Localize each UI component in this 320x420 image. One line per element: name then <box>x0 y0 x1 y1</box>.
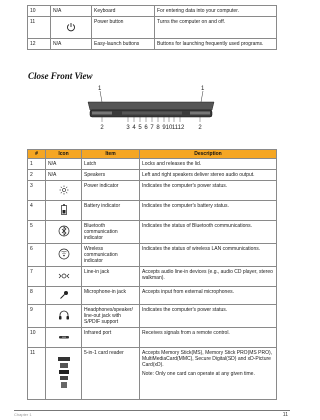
callout-label: 12 <box>177 125 185 131</box>
callout-label: 1 <box>201 86 205 92</box>
power-icon <box>51 17 92 39</box>
bluetooth-icon <box>46 221 82 244</box>
table-row <box>28 348 277 400</box>
row-description: Accepts audio line-in devices (e.g., audio CD player, stereo walkman). <box>140 267 277 287</box>
row-description: Locks and releases the lid. <box>140 159 277 170</box>
callout-label: 3 <box>126 125 130 131</box>
row-number: 8 <box>28 287 46 305</box>
row-item: Speakers <box>82 170 140 181</box>
row-number: 12 <box>28 39 51 50</box>
row-description: Indicates the status of Bluetooth communications. <box>140 221 277 244</box>
callout-label: 8 <box>156 125 160 131</box>
infrared-icon <box>46 328 82 348</box>
table-row <box>28 6 277 17</box>
top-spec-table <box>27 5 277 50</box>
row-number: 4 <box>28 201 46 221</box>
sun-power-icon <box>46 181 82 201</box>
table-row <box>28 244 277 267</box>
row-item: Microphone-in jack <box>82 287 140 305</box>
row-item: Power indicator <box>82 181 140 201</box>
callout-label: 9 <box>162 125 166 131</box>
callout-label: 7 <box>150 125 154 131</box>
row-number: 11 <box>28 17 51 39</box>
row-description: For entering data into your computer. <box>155 6 277 17</box>
row-note: Note: Only one card can operate at any given time. <box>142 371 255 377</box>
table-row <box>28 221 277 244</box>
row-number: 2 <box>28 170 46 181</box>
wireless-icon <box>46 244 82 267</box>
table-row <box>28 328 277 348</box>
callout-label: 6 <box>144 125 148 131</box>
card-reader-icon <box>46 348 82 400</box>
row-number: 7 <box>28 267 46 287</box>
row-item: Line-in jack <box>82 267 140 287</box>
row-description: Indicates the computer's power status. <box>140 181 277 201</box>
row-icon-text: N/A <box>51 6 92 17</box>
section-title: Close Front View <box>28 71 93 81</box>
callout-label: 2 <box>198 125 202 131</box>
laptop-front-figure <box>82 84 220 134</box>
table-row <box>28 181 277 201</box>
callout-label: 5 <box>138 125 142 131</box>
row-description: Buttons for launching frequently used programs. <box>155 39 277 50</box>
battery-icon <box>46 201 82 221</box>
row-icon-text: N/A <box>51 39 92 50</box>
row-item: Headphones/speaker/ line-out jack with S/PDIF support <box>82 305 140 328</box>
callout-label: 4 <box>132 125 136 131</box>
row-number: 11 <box>28 348 46 400</box>
row-icon-text: N/A <box>46 159 82 170</box>
table-row <box>28 170 277 181</box>
row-item: Bluetooth communication indicator <box>82 221 140 244</box>
row-description: Indicates the status of wireless LAN communications. <box>140 244 277 267</box>
row-description: Indicates the computer's power status. <box>140 305 277 328</box>
line-in-icon <box>46 267 82 287</box>
callout-label: 10 <box>165 125 173 131</box>
microphone-icon <box>46 287 82 305</box>
front-view-table <box>27 149 277 400</box>
callout-label: 1 <box>98 86 102 92</box>
row-number: 5 <box>28 221 46 244</box>
row-icon-text: N/A <box>46 170 82 181</box>
row-number: 3 <box>28 181 46 201</box>
row-item: Latch <box>82 159 140 170</box>
footer-chapter-text: Chapter 1 <box>14 412 32 417</box>
table-row <box>28 159 277 170</box>
table-row <box>28 267 277 287</box>
row-number: 10 <box>28 6 51 17</box>
header-description: Description <box>140 150 277 159</box>
row-description: Accepts input from external microphones. <box>140 287 277 305</box>
row-item: Easy-launch buttons <box>92 39 155 50</box>
row-description: Turns the computer on and off. <box>155 17 277 39</box>
row-item: Keyboard <box>92 6 155 17</box>
table-row <box>28 287 277 305</box>
row-item: 5-in-1 card reader <box>82 348 140 400</box>
header-number: # <box>28 150 46 159</box>
row-description: Left and right speakers deliver stereo audio output. <box>140 170 277 181</box>
page-number: 11 <box>282 412 288 418</box>
row-number: 1 <box>28 159 46 170</box>
row-description: Indicates the computer's battery status. <box>140 201 277 221</box>
table-row <box>28 17 277 39</box>
table-row <box>28 305 277 328</box>
row-item: Infrared port <box>82 328 140 348</box>
row-item: Wireless communication indicator <box>82 244 140 267</box>
table-header-row <box>28 150 277 159</box>
row-description: Accepts Memory Stick(MS), Memory Stick PRO(MS PRO), MultiMediaCard(MMC), Secure Digital(SD) and xD-Picture Card(xD). <box>142 350 273 368</box>
row-number: 6 <box>28 244 46 267</box>
row-number: 9 <box>28 305 46 328</box>
row-item: Battery indicator <box>82 201 140 221</box>
headphones-icon <box>46 305 82 328</box>
header-item: Item <box>82 150 140 159</box>
table-row <box>28 201 277 221</box>
callout-label: 11 <box>171 125 179 131</box>
row-number: 10 <box>28 328 46 348</box>
row-description: Receives signals from a remote control. <box>140 328 277 348</box>
header-icon: Icon <box>46 150 82 159</box>
callout-label: 2 <box>100 125 104 131</box>
row-item: Power button <box>92 17 155 39</box>
row-description-cell <box>140 348 277 400</box>
table-row <box>28 39 277 50</box>
footer-divider <box>14 410 290 411</box>
